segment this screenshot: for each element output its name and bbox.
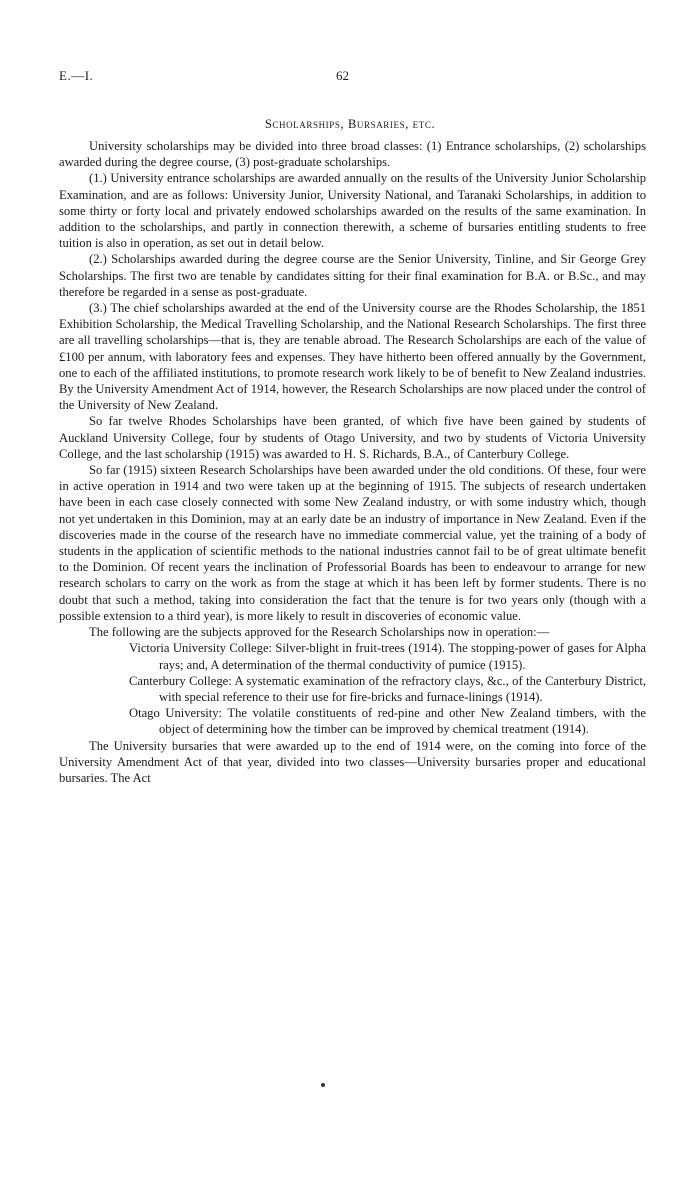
- paragraph-bursaries: The University bursaries that were awarded up to the end of 1914 were, on the coming into force of the University Amendment Act of that year, divided into two classes—University bursaries proper and educational bursaries. The Act: [59, 738, 646, 785]
- paragraph-intro: University scholarships may be divided into three broad classes: (1) Entrance scholarships, (2) scholarships awarded during the degree course, (3) post-graduate scholarships.: [59, 139, 646, 170]
- paragraph-degree-scholarships: (2.) Scholarships awarded during the degree course are the Senior University, Tinline, and Sir George Grey Scholarships. The first two are tenable by candidates sitting for their final examination for B.A. or B.Sc., and may therefore be regarded in a sense as post-graduate.: [59, 252, 646, 299]
- paragraph-rhodes-scholarships: So far twelve Rhodes Scholarships have been granted, of which five have been gained by students of Auckland University College, four by students of Otago University, and two by students of Victoria University College, and the last scholarship (1915) was awarded to H. S. Richards, B.A., of Canterbury College.: [59, 414, 646, 461]
- paragraph-subjects-intro: The following are the subjects approved for the Research Scholarships now in operation:—: [89, 625, 550, 640]
- paragraph-research-scholarships: So far (1915) sixteen Research Scholarships have been awarded under the old conditions. Of these, four were in active operation in 1914 and two were taken up at the beginning of 1915. The subjects of research undertaken have been in each case closely connected with some New Zealand industry, or with some industry which, though not yet undertaken in this Dominion, may at an early date be an industry of importance in New Zealand. Even if the discoveries made in the course of the research have no immediate commercial value, yet the training of a body of students in the application of scientific methods to the national industries cannot fail to be of great ultimate benefit to the Dominion. Of recent years the inclination of Professorial Boards has been to endeavour to arrange for new research scholars to carry on the work as from the stage at which it has been left by former students. There is no doubt that such a method, taking into consideration the fact that the tenure is for two years only (though with a possible extension to a third year), is more likely to result in discoveries of economic value.: [59, 463, 646, 623]
- section-title: Scholarships, Bursaries, etc.: [264, 117, 436, 131]
- research-item-canterbury: Canterbury College: A systematic examination of the refractory clays, &c., of the Canterbury District, with special reference to their use for fire-bricks and furnace-linings (1914).: [129, 673, 646, 704]
- paragraph-postgraduate-scholarships: (3.) The chief scholarships awarded at the end of the University course are the Rhodes Scholarship, the 1851 Exhibition Scholarship, the Medical Travelling Scholarship, and the National Research Scholarships. The first three are all travelling scholarships—that is, they are tenable abroad. The Research Scholarships are each of the value of £100 per annum, with laboratory fees and expenses. They have hitherto been offered annually by the Government, one to each of the affiliated institutions, to promote research work likely to be of benefit to New Zealand industries. By the University Amendment Act of 1914, however, the Research Scholarships are now placed under the control of the University of New Zealand.: [59, 301, 646, 413]
- header-reference: E.—I.: [59, 68, 94, 83]
- page-number: 62: [336, 68, 349, 83]
- research-item-victoria: Victoria University College: Silver-blight in fruit-trees (1914). The stopping-power of gases for Alpha rays; and, A determination of the thermal conductivity of pumice (1915).: [129, 641, 646, 672]
- footer-dot: [321, 1083, 325, 1087]
- body-text: [59, 138, 646, 786]
- research-item-otago: Otago University: The volatile constituents of red-pine and other New Zealand timbers, with the object of determining how the timber can be improved by chemical treatment (1914).: [129, 706, 646, 737]
- paragraph-entrance-scholarships: (1.) University entrance scholarships are awarded annually on the results of the University Junior Scholarship Examination, and are as follows: University Junior, University National, and Taranaki Scholarships, in addition to some thirty or forty local and privately endowed scholarships awarded on the results of the same examination. In addition to the scholarships, and partly in connection therewith, a scheme of bursaries entitling students to free tuition is also in operation, as set out in detail below.: [59, 171, 646, 251]
